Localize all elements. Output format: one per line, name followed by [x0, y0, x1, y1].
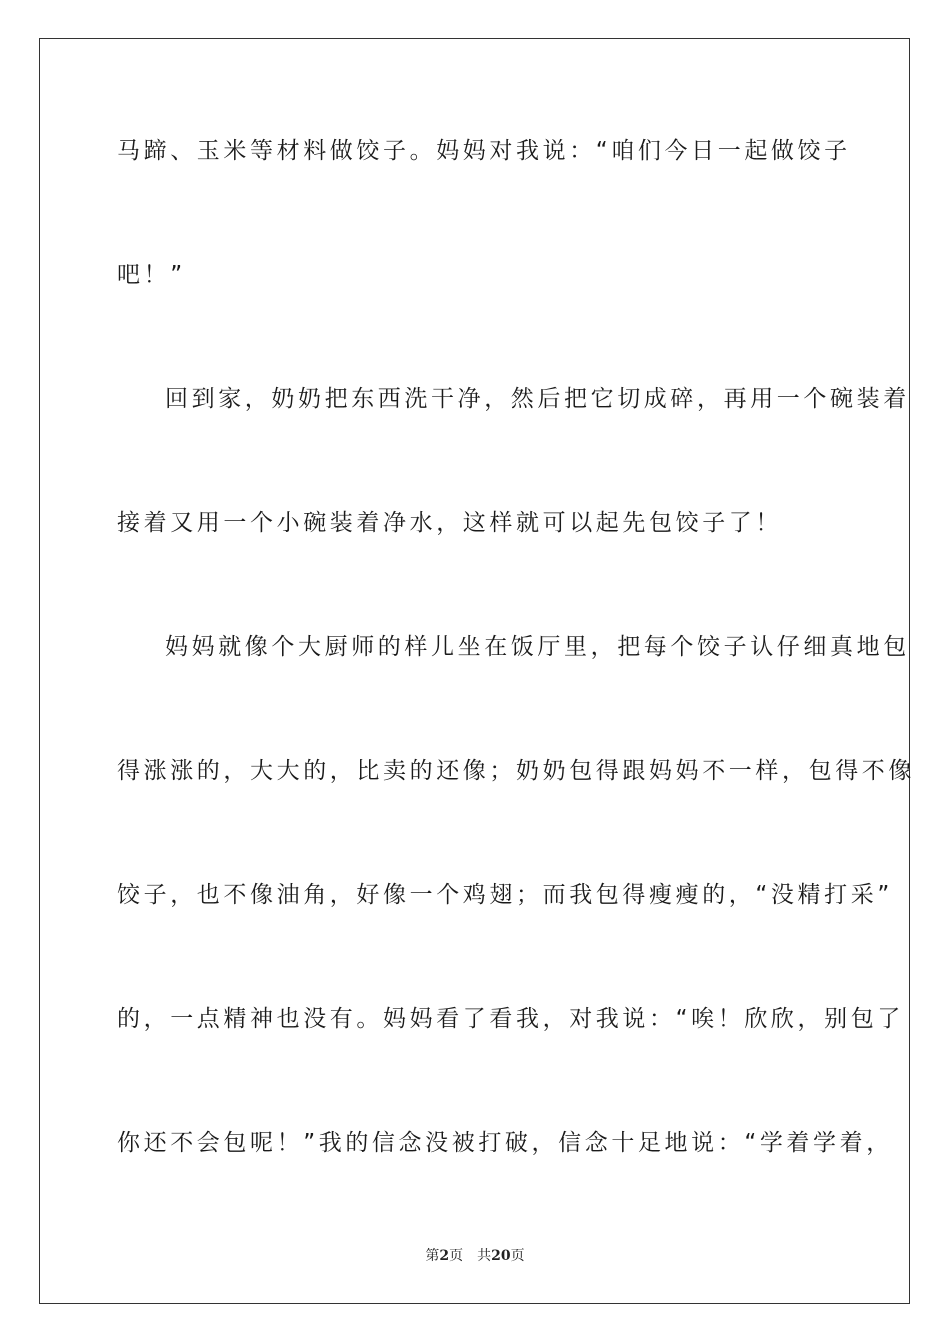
paragraph-start-line: 妈妈就像个大厨师的样儿坐在饭厅里，把每个饺子认仔细真地包: [165, 634, 910, 660]
total-prefix: 共: [477, 1248, 492, 1264]
text-line-7: 饺子，也不像油角，好像一个鸡翅；而我包得瘦瘦的，“没精打采”: [117, 882, 893, 908]
page-number: 2: [439, 1248, 450, 1264]
page-suffix: 页: [449, 1248, 464, 1264]
page-prefix: 第: [425, 1248, 440, 1264]
text-line-9: 你还不会包呢！”我的信念没被打破，信念十足地说：“学着学着，: [117, 1130, 893, 1156]
total-suffix: 页: [510, 1248, 525, 1264]
total-pages: 20: [491, 1248, 511, 1264]
text-line-8: 的，一点精神也没有。妈妈看了看我，对我说：“唉！欣欣，别包了: [117, 1006, 904, 1032]
page-footer: [0, 1247, 950, 1265]
text-line-4: 接着又用一个小碗装着净水，这样就可以起先包饺子了！: [117, 510, 782, 536]
page-border: [39, 38, 915, 1304]
text-line-1: 马蹄、玉米等材料做饺子。妈妈对我说：“咱们今日一起做饺子: [117, 138, 851, 164]
text-line-2: 吧！”: [117, 262, 186, 288]
text-line-6: 得涨涨的，大大的，比卖的还像；奶奶包得跟妈妈不一样，包得不像: [117, 758, 915, 784]
paragraph-start-line: 回到家，奶奶把东西洗干净，然后把它切成碎，再用一个碗装着: [165, 386, 910, 412]
